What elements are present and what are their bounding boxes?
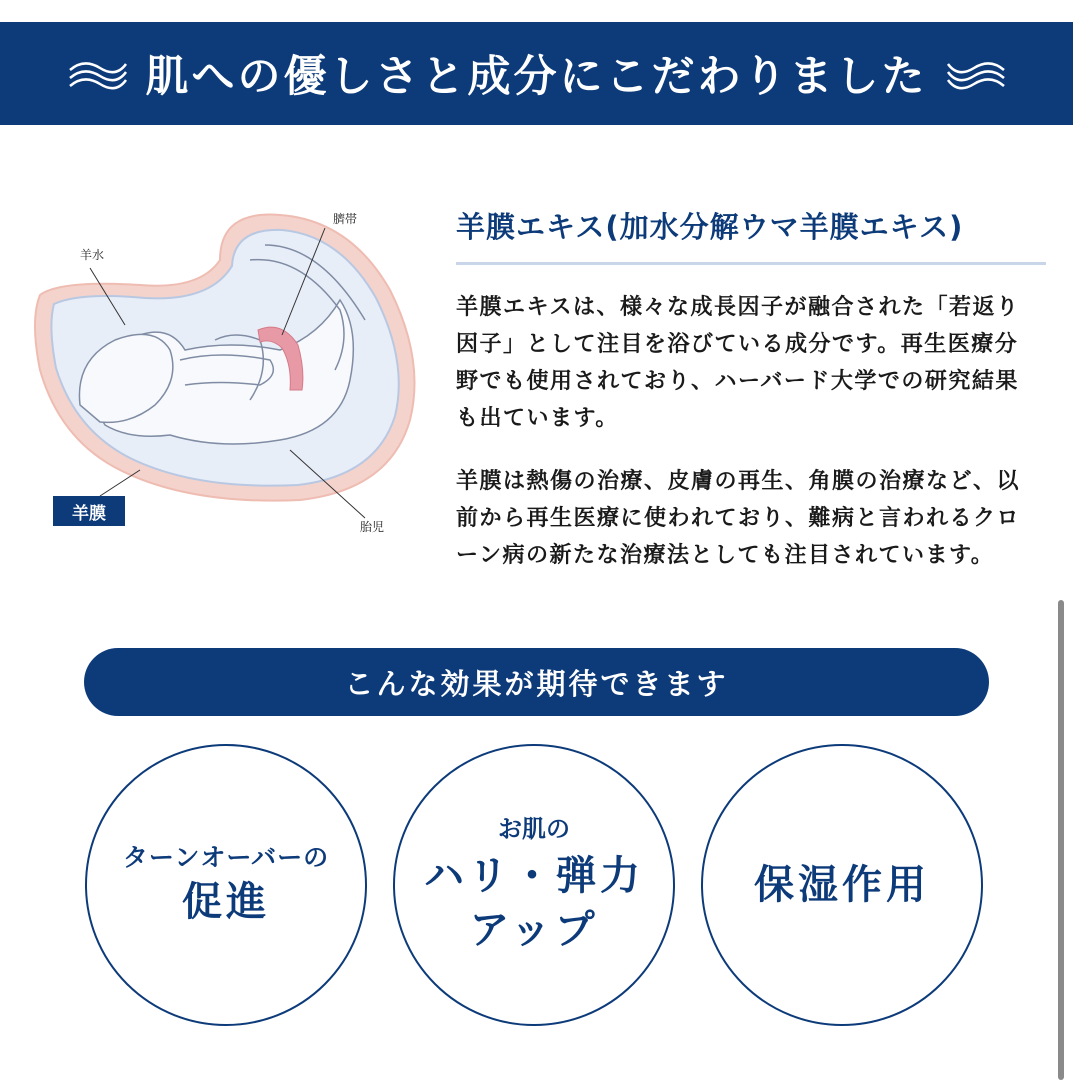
wave-decoration-icon [946, 56, 1008, 92]
effect-text-main: アップ [469, 907, 599, 953]
effect-circle-moisture [701, 744, 983, 1026]
effects-heading-bar: こんな効果が期待できます [84, 648, 989, 716]
section-banner [0, 22, 1073, 125]
effect-subtext: お肌の [498, 815, 570, 843]
scrollbar-thumb[interactable] [1058, 600, 1064, 1080]
effect-circle-turnover [85, 744, 367, 1026]
ingredient-heading: 羊膜エキス(加水分解ウマ羊膜エキス) [456, 205, 1046, 265]
ingredient-paragraph-2: 羊膜は熱傷の治療、皮膚の再生、角膜の治療など、以前から再生医療に使われており、難病と言われるクローン病の新たな治療法としても注目されています。 [456, 469, 1021, 568]
amnion-illustration [20, 200, 440, 534]
ingredient-paragraph-1: 羊膜エキスは、様々な成長因子が融合された「若返り因子」として注目を浴びている成分です。再生医療分野でも使用されており、ハーバード大学での研究結果も出ています。 [456, 295, 1020, 431]
effect-text-main: 促進 [182, 879, 270, 925]
effect-text: ターンオーバーの [122, 843, 330, 872]
label-amniotic-fluid: 羊水 [80, 248, 105, 262]
wave-decoration-icon [66, 56, 128, 92]
effect-text-main: 保湿作用 [754, 862, 930, 908]
effect-circle-firmness [393, 744, 675, 1026]
effect-text-main: ハリ・弾力 [424, 853, 644, 899]
ingredient-info [456, 205, 1046, 574]
label-umbilical-cord: 臍帯 [333, 212, 358, 226]
label-fetus: 胎児 [360, 520, 385, 534]
banner-title: 肌への優しさと成分にこだわりました [145, 52, 928, 102]
label-amnion: 羊膜 [53, 496, 125, 526]
